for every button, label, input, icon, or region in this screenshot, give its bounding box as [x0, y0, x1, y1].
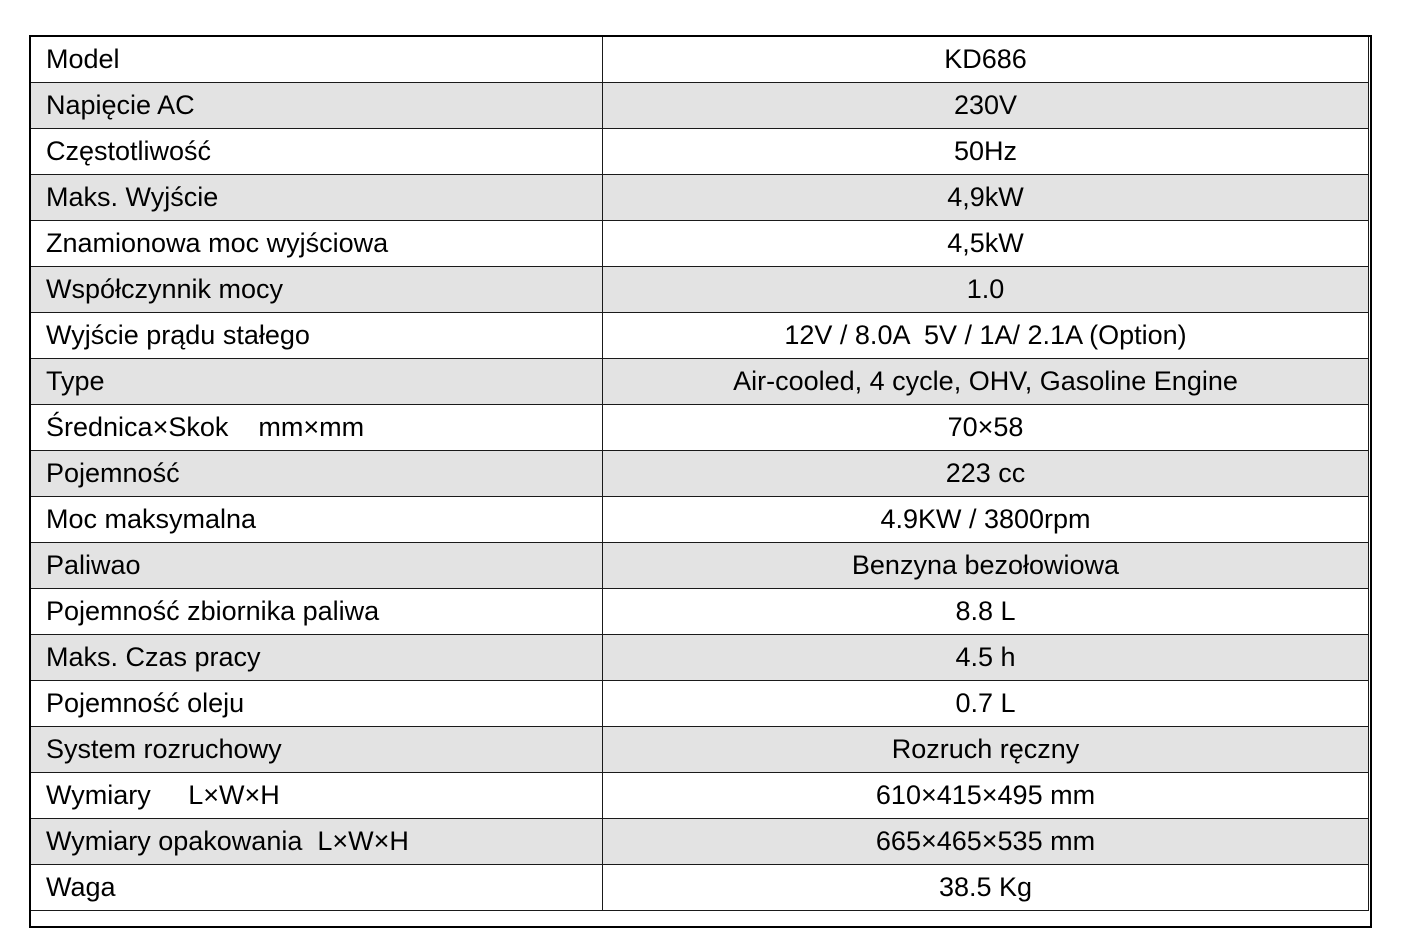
row-value: 665×465×535 mm: [603, 819, 1369, 865]
table-row: [31, 727, 1369, 773]
row-label: Type: [31, 359, 603, 405]
table-row: [31, 773, 1369, 819]
table-row: [31, 543, 1369, 589]
spec-table-body: [31, 37, 1369, 911]
table-row: [31, 681, 1369, 727]
row-value: 4,5kW: [603, 221, 1369, 267]
table-row: [31, 819, 1369, 865]
row-value: Rozruch ręczny: [603, 727, 1369, 773]
row-value: Benzyna bezołowiowa: [603, 543, 1369, 589]
row-label: Częstotliwość: [31, 129, 603, 175]
row-value: 4,9kW: [603, 175, 1369, 221]
row-label: Waga: [31, 865, 603, 911]
row-value: 610×415×495 mm: [603, 773, 1369, 819]
table-row: [31, 451, 1369, 497]
spec-table: [30, 36, 1369, 911]
row-value: 1.0: [603, 267, 1369, 313]
row-value: 4.5 h: [603, 635, 1369, 681]
table-row: [31, 83, 1369, 129]
row-label: Maks. Czas pracy: [31, 635, 603, 681]
table-row: [31, 635, 1369, 681]
table-row: [31, 589, 1369, 635]
table-row: [31, 221, 1369, 267]
row-value: KD686: [603, 37, 1369, 83]
row-value: 4.9KW / 3800rpm: [603, 497, 1369, 543]
row-value: 223 cc: [603, 451, 1369, 497]
row-label: Znamionowa moc wyjściowa: [31, 221, 603, 267]
row-label: Pojemność: [31, 451, 603, 497]
row-label: Średnica×Skok mm×mm: [31, 405, 603, 451]
row-value: 0.7 L: [603, 681, 1369, 727]
table-row: [31, 37, 1369, 83]
row-label: Moc maksymalna: [31, 497, 603, 543]
table-row: [31, 175, 1369, 221]
row-value: Air-cooled, 4 cycle, OHV, Gasoline Engine: [603, 359, 1369, 405]
table-row: [31, 359, 1369, 405]
table-row: [31, 405, 1369, 451]
row-value: 230V: [603, 83, 1369, 129]
table-row: [31, 267, 1369, 313]
row-value: 38.5 Kg: [603, 865, 1369, 911]
row-label: Napięcie AC: [31, 83, 603, 129]
row-label: Maks. Wyjście: [31, 175, 603, 221]
row-label: Współczynnik mocy: [31, 267, 603, 313]
row-value: 70×58: [603, 405, 1369, 451]
row-label: System rozruchowy: [31, 727, 603, 773]
row-value: 8.8 L: [603, 589, 1369, 635]
row-label: Model: [31, 37, 603, 83]
table-row: [31, 865, 1369, 911]
row-label: Wymiary L×W×H: [31, 773, 603, 819]
table-row: [31, 497, 1369, 543]
table-row: [31, 129, 1369, 175]
row-label: Paliwao: [31, 543, 603, 589]
row-label: Pojemność zbiornika paliwa: [31, 589, 603, 635]
row-label: Pojemność oleju: [31, 681, 603, 727]
table-row: [31, 313, 1369, 359]
row-value: 50Hz: [603, 129, 1369, 175]
row-label: Wymiary opakowania L×W×H: [31, 819, 603, 865]
row-label: Wyjście prądu stałego: [31, 313, 603, 359]
row-value: 12V / 8.0A 5V / 1A/ 2.1A (Option): [603, 313, 1369, 359]
